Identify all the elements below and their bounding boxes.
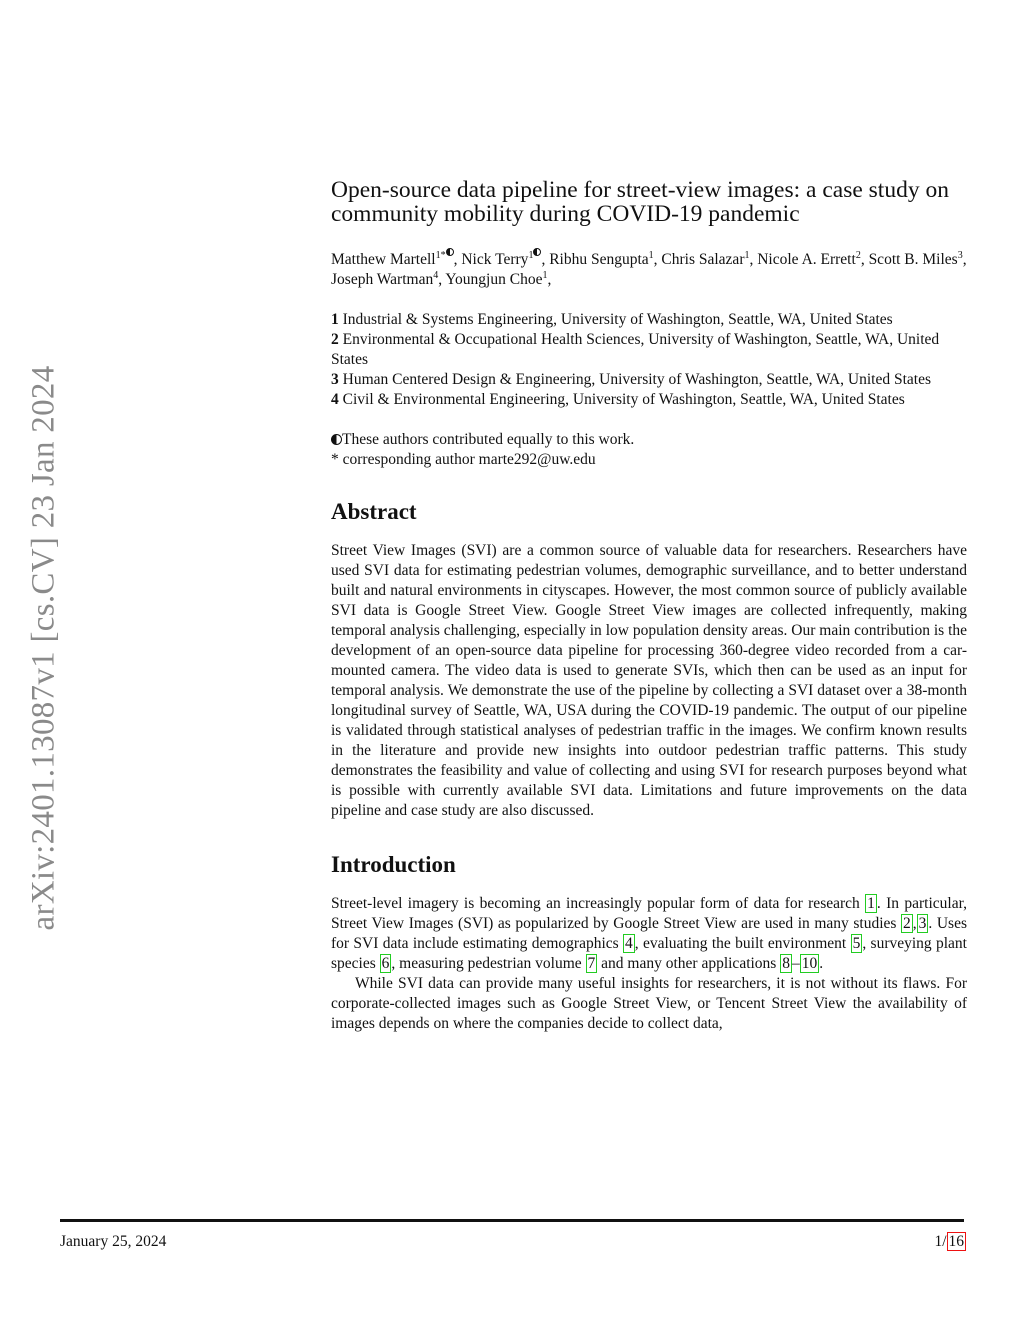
author-name: Matthew Martell [331,251,436,269]
citation-link[interactable]: 6 [381,955,390,973]
paper-content [331,178,967,1034]
footer-rule [60,1219,964,1222]
author-affiliation-marker: 1 [528,250,541,261]
equal-contribution-note: These authors contributed equally to this work. [331,430,967,450]
author-affiliation-marker: 2 [855,250,861,261]
author-affiliation-marker: 1 [648,250,654,261]
introduction-paragraph-2: While SVI data can provide many useful insights for researchers, it is not without its flaws. For corporate-collected images such as Google Street View, or Tencent Street View the availability of images depends on where the companies decide to collect data, [331,975,967,1033]
affiliation-item: 2 Environmental & Occupational Health Sciences, University of Washington, Seattle, WA, United States [331,331,940,369]
author-affiliation-marker: 1 [744,250,750,261]
citation-link[interactable]: 10 [801,955,818,973]
corresponding-author-note: * corresponding author marte292@uw.edu [331,451,596,469]
citation-link[interactable]: 7 [587,955,596,973]
citation-link[interactable]: 1 [867,895,875,913]
author-name: Nicole A. Errett [757,251,856,269]
affiliation-list [331,310,967,410]
author-list: Matthew Martell$^{1*}$ , Nick Terry$^1$ , Ribhu Sengupta$^1$, Chris Salazar$^1$, Nicole A. Errett$^2$, Scott B. Miles$^3$, Joseph Wartman$^4$, Youngjun Choe$^1$, [331,250,967,289]
author-affiliation-marker: 4 [433,270,439,281]
citation-link[interactable]: 4 [625,935,633,953]
author-name: Ribhu Sengupta [549,251,649,269]
page-number: 1/ 16 [934,1233,964,1250]
affiliation-item: 3 Human Centered Design & Engineering, University of Washington, Seattle, WA, United States [331,371,931,389]
author-name: Nick Terry [461,251,529,269]
citation-link[interactable]: 5 [852,935,861,953]
paper-title: Open-source data pipeline for street-view images: a case study on community mobility during COVID-19 pandemic [331,177,949,227]
citation-link[interactable]: 8 [782,955,790,973]
author-notes [331,430,967,470]
citation-link[interactable]: 2 [903,915,911,933]
author-affiliation-marker: 3 [957,250,963,261]
equal-contribution-icon [331,434,342,445]
total-pages-link[interactable]: 16 [948,1233,964,1250]
author-name: Chris Salazar [661,251,745,269]
abstract-heading: Abstract [331,499,417,525]
affiliation-item: 1 Industrial & Systems Engineering, University of Washington, Seattle, WA, United States [331,311,893,329]
equal-contribution-icon [446,248,454,256]
affiliation-item: 4 Civil & Environmental Engineering, University of Washington, Seattle, WA, United States [331,391,905,409]
author-name: Joseph Wartman [331,271,434,289]
author-name: Youngjun Choe [445,271,543,289]
introduction-paragraph-1: Street-level imagery is becoming an increasingly popular form of data for research 1 . In particular, Street View Images (SVI) as popularized by Google Street View are used in many studies 2 , 3 . Uses for SVI data include estimating demographics 4 , evaluating the built environment 5 , surveying plant species 6 , measuring pedestrian volume 7 and many other applications 8 – 10 . [331,895,967,973]
arxiv-identifier: arXiv:2401.13087v1 [cs.CV] 23 Jan 2024 [25,365,62,931]
abstract-text: Street View Images (SVI) are a common source of valuable data for researchers. Researchers have used SVI data for estimating pedestrian volumes, demographic surveillance, and to better understand built and natural environments in cityscapes. However, the most common source of publicly available SVI data is Google Street View. Google Street View images are collected infrequently, making temporal analysis challenging, especially in low population density areas. Our main contribution is the development of an open-source data pipeline for processing 360-degree video recorded from a car-mounted camera. The video data is used to generate SVIs, which then can be used as an input for temporal analysis. We demonstrate the use of the pipeline by collecting a SVI dataset over a 38-month longitudinal survey of Seattle, WA, USA during the COVID-19 pandemic. The output of our pipeline is validated through statistical analyses of pedestrian traffic in the images. We confirm known results in the literature and provide new insights into outdoor pedestrian traffic patterns. This study demonstrates the feasibility and value of collecting and using SVI for research purposes beyond what is possible with currently available SVI data. Limitations and future improvements on the data pipeline and case study are also discussed. [331,542,967,820]
author-affiliation-marker: 1* [436,250,454,261]
author-affiliation-marker: 1 [542,270,548,281]
footer-date: January 25, 2024 [60,1233,167,1250]
introduction-heading: Introduction [331,852,456,878]
author-name: Scott B. Miles [868,251,958,269]
citation-link[interactable]: 3 [918,915,927,933]
